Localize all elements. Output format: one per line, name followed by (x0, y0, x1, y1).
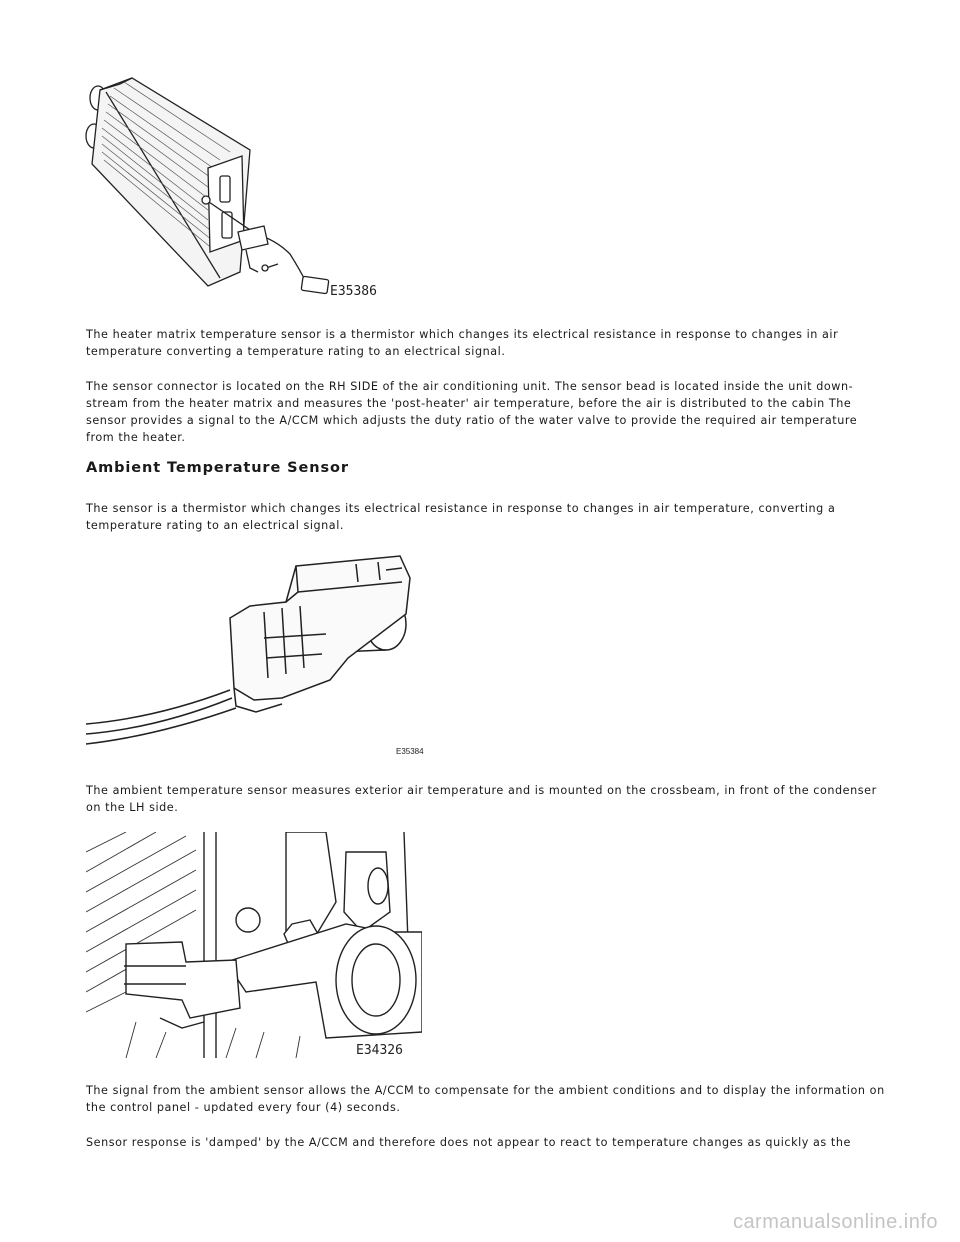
paragraph-ambient-thermistor: The sensor is a thermistor which changes its electrical resistance in response to changes in air temperature, converting a temperature rating to an electrical signal. (86, 502, 836, 532)
figure-id-e34326: E34326 (356, 1043, 403, 1058)
figure-id-e35384: E35384 (396, 747, 424, 756)
ambient-sensor-figure (86, 548, 446, 760)
paragraph-ambient-mounting: The ambient temperature sensor measures exterior air temperature and is mounted on the crossbeam, in front of the condenser on the LH side. (86, 784, 877, 814)
installed-sensor-figure (86, 832, 422, 1058)
paragraph-heater-sensor: The heater matrix temperature sensor is a thermistor which changes its electrical resistance in response to changes in air temperature converting a temperature rating to an electrical signal. (86, 328, 839, 358)
figure-id-e35386: E35386 (330, 284, 377, 299)
paragraph-sensor-connector: The sensor connector is located on the RH SIDE of the air conditioning unit. The sensor bead is located inside the unit down-stream from the heater matrix and measures the 'post-heater' air temperature, before the air is distributed to the cabin The sensor provides a signal to the A/CCM which adjusts the duty ratio of the water valve to provide the required air temperature from the heater. (86, 380, 858, 444)
paragraph-ambient-signal: The signal from the ambient sensor allows the A/CCM to compensate for the ambient conditions and to display the information on the control panel - updated every four (4) seconds. (86, 1084, 885, 1114)
heater-matrix-figure (80, 72, 400, 304)
watermark: carmanualsonline.info (732, 1211, 938, 1233)
paragraph-sensor-response: Sensor response is 'damped' by the A/CCM and therefore does not appear to react to temperature changes as quickly as the (86, 1136, 851, 1149)
heading-ambient-temperature-sensor: Ambient Temperature Sensor (86, 460, 349, 476)
